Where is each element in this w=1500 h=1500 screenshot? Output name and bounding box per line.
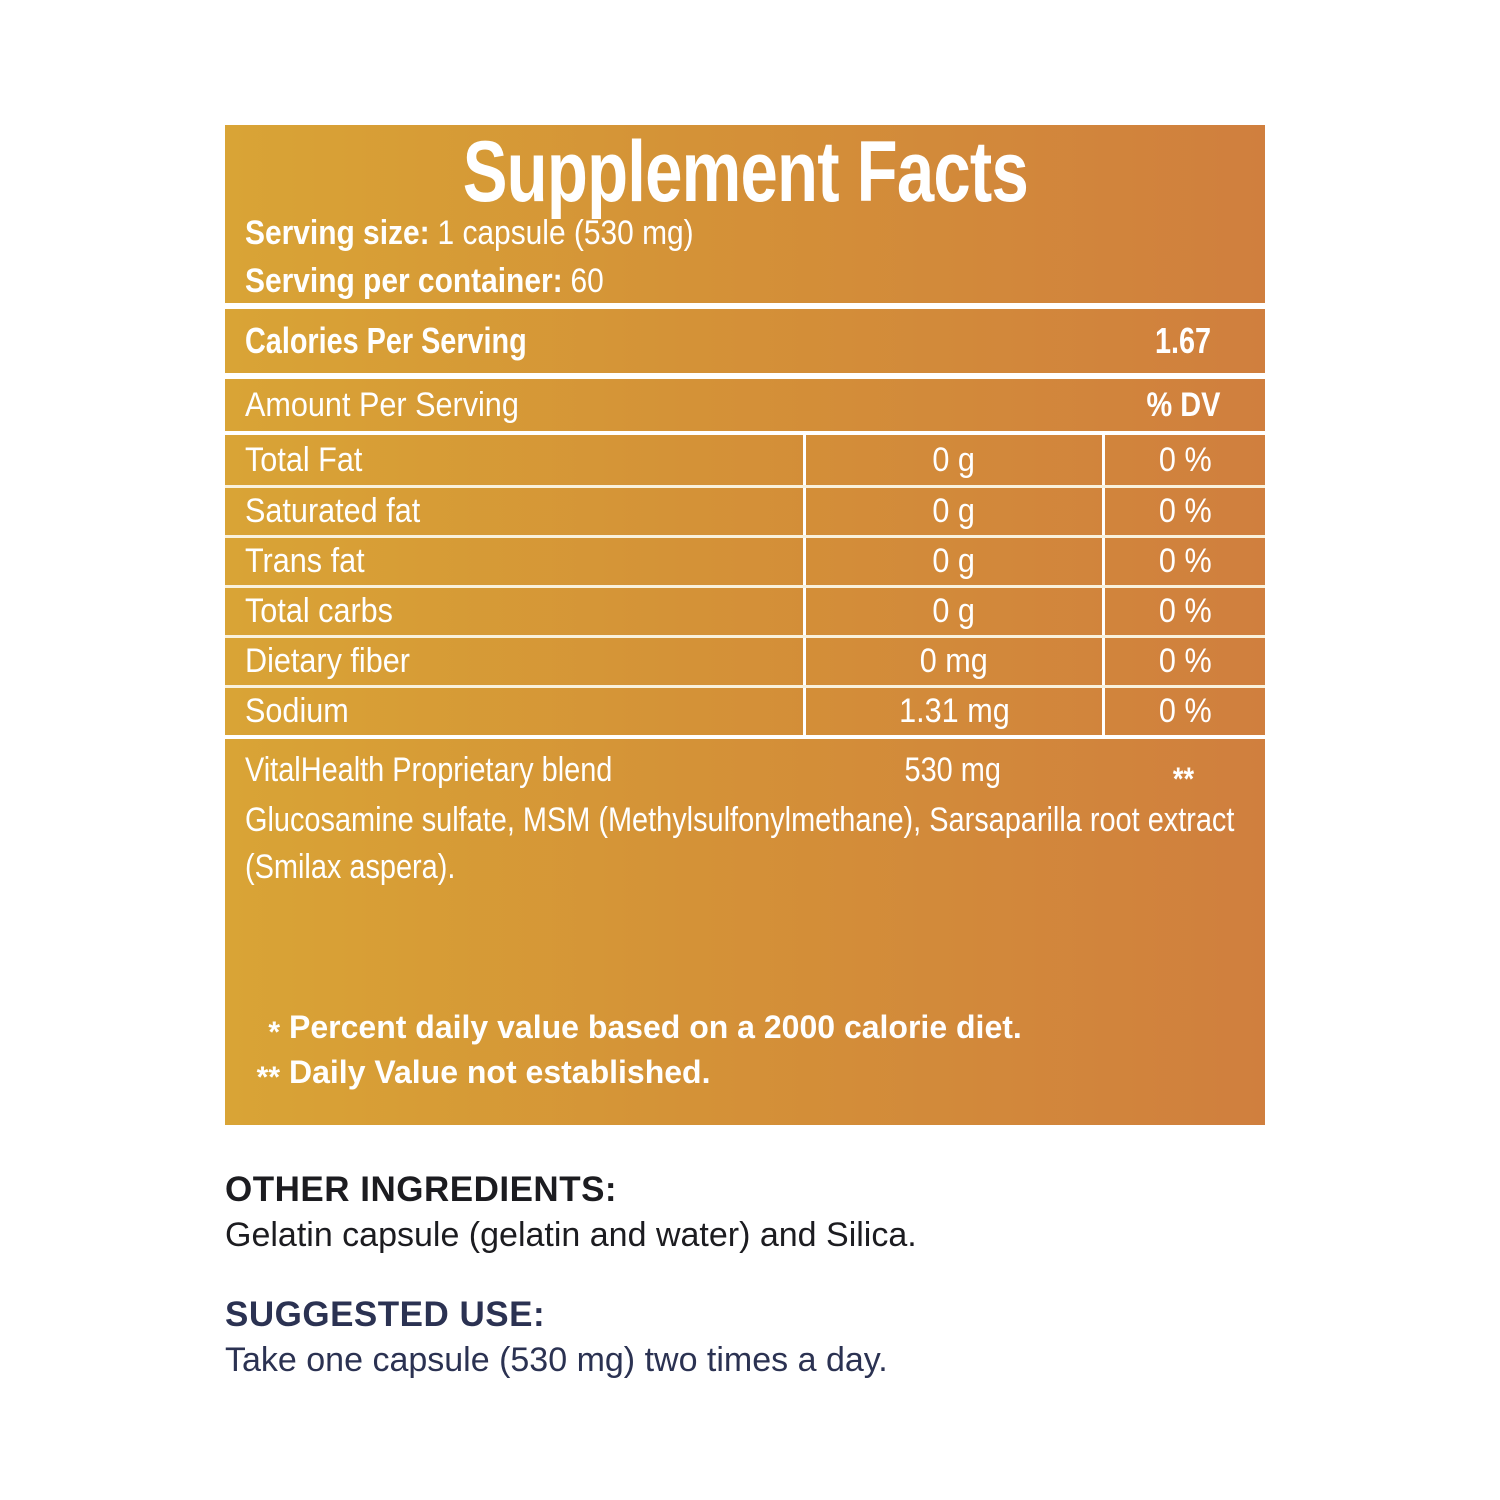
- amount-per-serving-header: Amount Per Serving: [245, 385, 519, 424]
- blend-amount: 530 mg: [904, 750, 1001, 789]
- panel-title-text: Supplement Facts: [462, 124, 1028, 220]
- suggested-use-body: Take one capsule (530 mg) two times a day.: [225, 1341, 888, 1379]
- table-row: [225, 635, 1265, 685]
- row-dv: 0 %: [1158, 440, 1212, 479]
- serving-info: [245, 209, 755, 305]
- footnote-marker: *: [268, 1016, 280, 1049]
- row-amount: 0 mg: [919, 642, 989, 680]
- divider: [225, 735, 1265, 739]
- row-label: Saturated fat: [245, 492, 421, 530]
- blend-description: [245, 797, 1409, 891]
- footnote: [245, 1005, 1022, 1050]
- row-dv: 0 %: [1158, 492, 1212, 530]
- supplement-facts-panel: [225, 125, 1265, 1125]
- row-amount: 0 g: [932, 440, 976, 479]
- row-amount: 1.31 mg: [898, 692, 1010, 730]
- proprietary-blend-row: [225, 741, 1265, 799]
- row-dv: 0 %: [1158, 542, 1212, 580]
- row-amount: 0 g: [932, 492, 976, 530]
- blend-description-line: Glucosamine sulfate, MSM (Methylsulfonylmethane), Sarsaparilla root extract: [245, 801, 1235, 839]
- serving-size-value: 1 capsule (530 mg): [437, 214, 694, 252]
- blend-dv-marker: **: [1172, 760, 1195, 797]
- serving-size-label: Serving size:: [245, 214, 430, 252]
- footnote-text: Percent daily value based on a 2000 calorie diet.: [289, 1009, 1022, 1045]
- table-row: [225, 535, 1265, 585]
- footnote: [245, 1050, 1022, 1095]
- row-amount: 0 g: [932, 592, 976, 630]
- calories-value: 1.67: [1155, 320, 1212, 361]
- row-label: Sodium: [245, 692, 349, 730]
- suggested-use-section: [225, 1293, 888, 1383]
- row-dv: 0 %: [1158, 592, 1212, 630]
- row-label: Total Fat: [245, 440, 363, 479]
- other-ingredients-body: Gelatin capsule (gelatin and water) and Silica.: [225, 1216, 917, 1254]
- blend-label: VitalHealth Proprietary blend: [245, 750, 613, 789]
- other-ingredients-heading: OTHER INGREDIENTS:: [225, 1170, 618, 1209]
- footnotes: [245, 1005, 1022, 1095]
- row-label: Trans fat: [245, 542, 365, 580]
- table-header-row: [225, 379, 1265, 431]
- table-row: [225, 435, 1265, 485]
- nutrient-table: [225, 435, 1265, 735]
- servings-per-container-value: 60: [570, 262, 604, 300]
- blend-description-line: (Smilax aspera).: [245, 848, 456, 886]
- calories-label: Calories Per Serving: [245, 320, 527, 361]
- row-dv: 0 %: [1158, 642, 1212, 680]
- row-label: Dietary fiber: [245, 642, 410, 680]
- row-dv: 0 %: [1158, 692, 1212, 730]
- row-label: Total carbs: [245, 592, 393, 630]
- table-row: [225, 685, 1265, 735]
- row-amount: 0 g: [932, 542, 976, 580]
- calories-row: [225, 309, 1265, 373]
- table-row: [225, 585, 1265, 635]
- footnote-text: Daily Value not established.: [289, 1054, 711, 1090]
- other-ingredients-section: [225, 1168, 917, 1258]
- footnote-marker: **: [256, 1061, 280, 1094]
- servings-per-container-label: Serving per container:: [245, 262, 563, 300]
- servings-per-container-line: [245, 257, 755, 305]
- percent-dv-header: % DV: [1146, 385, 1221, 424]
- serving-size-line: [245, 209, 755, 257]
- panel-title: [225, 124, 1265, 220]
- table-row: [225, 485, 1265, 535]
- suggested-use-heading: SUGGESTED USE:: [225, 1295, 546, 1334]
